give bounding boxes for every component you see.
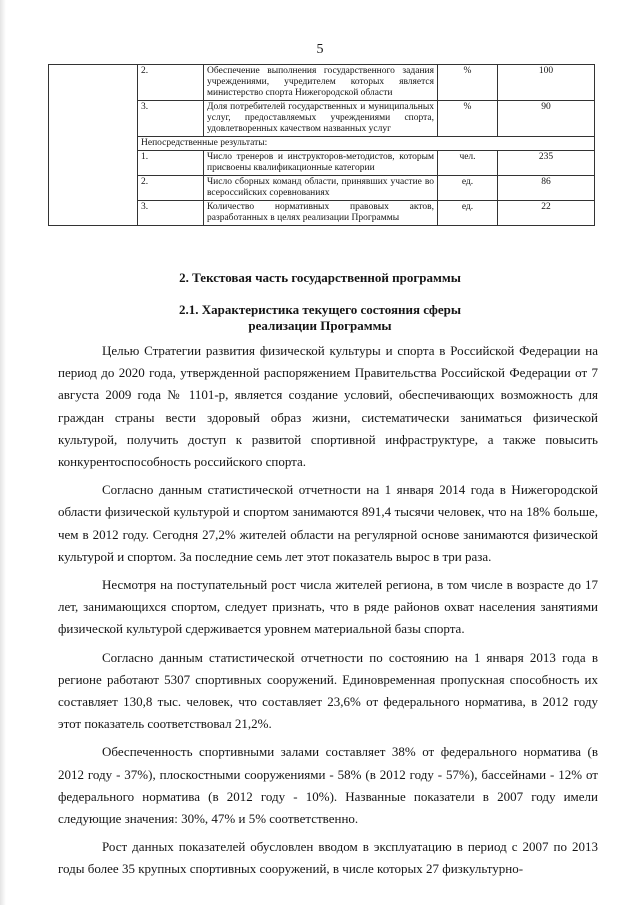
- indicator-value: 235: [498, 151, 595, 176]
- subsection-heading: 2.1. Характеристика текущего состояния сферы реализации Программы: [178, 302, 461, 333]
- page-edge: [0, 0, 6, 905]
- indicator-unit: ед.: [438, 176, 498, 201]
- indicator-name: Обеспечение выполнения государственного задания учреждениями, учредителем которых является министерство спорта Нижегородской области: [204, 65, 438, 101]
- paragraph: Рост данных показателей обусловлен вводом в эксплуатацию в период с 2007 по 2013 годы более 35 крупных спортивных сооружений, в числе которых 27 физкультурно-: [58, 839, 598, 877]
- indicator-name: Число сборных команд области, принявших участие во всероссийских соревнованиях: [204, 176, 438, 201]
- paragraph: Согласно данным статистической отчетности по состоянию на 1 января 2013 года в регионе работают 5307 спортивных сооружений. Единовременная пропускная способность их составляет 130,8 тыс. человек, что составляет 23,6% от федерального норматива, в 2012 году этот показатель соответствовал 21,2%.: [58, 649, 598, 732]
- indicator-unit: %: [438, 65, 498, 101]
- indicator-unit: ед.: [438, 201, 498, 226]
- paragraph: Обеспеченность спортивными залами составляет 38% от федерального норматива (в 2012 году - 37%), плоскостными сооружениями - 58% (в 2012 году - 57%), бассейнами - 12% от федерального норматива (в 2012 году - 10%). Названные показатели в 2007 году имели следующие значения: 30%, 47% и 5% соответственно.: [58, 744, 598, 827]
- indicator-name: Количество нормативных правовых актов, разработанных в целях реализации Программы: [204, 201, 438, 226]
- indicator-value: 100: [498, 65, 595, 101]
- indicator-value: 90: [498, 101, 595, 137]
- paragraph: Несмотря на поступательный рост числа жителей региона, в том числе в возрасте до 17 лет, занимающихся спортом, следует признать, что в ряде районов охват населения занятиями физической культурой сдерживается уровнем материальной базы спорта.: [58, 577, 598, 637]
- body-text: [58, 340, 598, 881]
- indicator-value: 22: [498, 201, 595, 226]
- indicator-value: 86: [498, 176, 595, 201]
- paragraph: Согласно данным статистической отчетности на 1 января 2014 года в Нижегородской области физической культурой и спортом занимаются 891,4 тысячи человек, что на 18% больше, чем в 2012 году. Сегодня 27,2% жителей области на регулярной основе занимаются физической культурой и спортом. За последние семь лет этот показатель вырос в три раза.: [58, 482, 598, 564]
- section-heading: 2. Текстовая часть государственной программы: [179, 270, 461, 285]
- row-number: 1.: [138, 151, 204, 176]
- empty-first-column: [49, 65, 138, 226]
- row-number: 2.: [138, 65, 204, 101]
- indicator-name: Доля потребителей государственных и муниципальных услуг, предоставляемых учреждениями спорта, удовлетворенных качеством названных услуг: [204, 101, 438, 137]
- table-row: [49, 65, 595, 101]
- indicators-table: [48, 64, 595, 226]
- page-number: 5: [316, 42, 324, 57]
- row-number: 2.: [138, 176, 204, 201]
- row-number: 3.: [138, 201, 204, 226]
- paragraph: Целью Стратегии развития физической культуры и спорта в Российской Федерации на период до 2020 года, утвержденной распоряжением Правительства Российской Федерации от 7 августа 2009 года № 1101-р, является создание условий, обеспечивающих возможность для граждан страны вести здоровый образ жизни, систематически заниматься физической культурой, получить доступ к развитой спортивной инфраструктуре, а также повысить конкурентоспособность российского спорта.: [58, 343, 598, 470]
- row-number: 3.: [138, 101, 204, 137]
- indicator-name: Число тренеров и инструкторов-методистов, которым присвоены квалификационные категории: [204, 151, 438, 176]
- indicator-unit: чел.: [438, 151, 498, 176]
- section-label: Непосредственные результаты:: [138, 137, 595, 151]
- indicator-unit: %: [438, 101, 498, 137]
